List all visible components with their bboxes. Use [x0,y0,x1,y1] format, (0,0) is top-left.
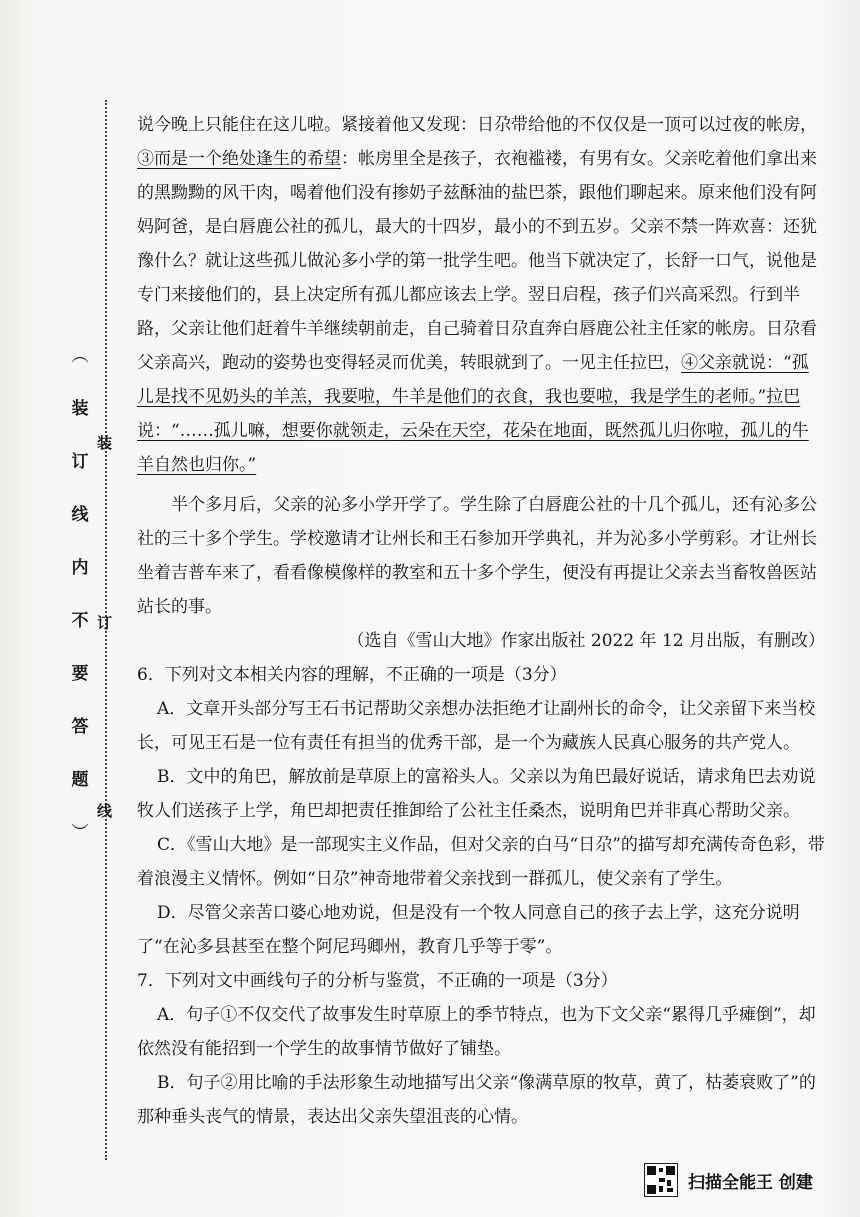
question-6-stem: 6．下列对文本相关内容的理解，不正确的一项是（3分） [137,665,567,685]
margin-char: 装 [71,399,89,419]
margin-char: 答 [71,717,89,737]
margin-paren-close: ︶ [71,823,89,843]
qr-code-icon [644,1163,678,1197]
question-7-option-b: B．句子②用比喻的手法形象生动地描写出父亲“像满草原的牧草，黄了，枯萎衰败了”的那种垂头丧气的情景，表达出父亲失望沮丧的心情。 [137,1073,816,1127]
margin-paren-open: ︵ [71,346,89,366]
exam-content [137,108,825,1134]
underlined-sentence-4: ④父亲就说：“孤儿是找不见奶头的羊羔，我要啦，牛羊是他们的衣食，我也要啦，我是学生的老师。”拉巴说：“……孤儿嘛，想要你就领走，云朵在天空，花朵在地面，既然孤儿归你啦，孤儿的牛羊自然也归你。” [137,353,809,475]
side-mark: 线 [97,802,113,820]
question-7-option-a: A．句子①不仅交代了故事发生时草原上的季节特点，也为下文父亲“累得几乎瘫倒”，却依然没有能招到一个学生的故事情节做好了铺垫。 [137,1005,816,1059]
passage-paragraph: 半个多月后，父亲的沁多小学开学了。学生除了白唇鹿公社的十几个孤儿，还有沁多公社的三十多个学生。学校邀请才让州长和王石参加开学典礼，并为沁多小学剪彩。才让州长坐着吉普车来了，看看像模像样的教室和五十多个学生，便没有再提让父亲去当畜牧兽医站站长的事。 [137,495,817,617]
margin-char: 要 [71,664,89,684]
scanner-brand-label: 扫描全能王 创建 [688,1172,813,1193]
margin-char: 不 [71,611,89,631]
binding-margin-notice [68,348,92,878]
side-mark: 订 [97,614,113,632]
margin-char: 线 [71,505,89,525]
passage-text: ：帐房里全是孩子，衣袍褴褛，有男有女。父亲吃着他们拿出来的黑黝黝的风干肉，喝着他们没有掺奶子兹酥油的盐巴茶，跟他们聊起来。原来他们没有阿妈阿爸，是白唇鹿公社的孤儿，最大的十四岁，最小的不到五岁。父亲不禁一阵欢喜：还犹豫什么？就让这些孤儿做沁多小学的第一批学生吧。他当下就决定了，长舒一口气，说他是专门来接他们的，县上决定所有孤儿都应该去上学。翌日启程，孩子们兴高采烈。行到半路，父亲让他们赶着牛羊继续朝前走，自己骑着日尕直奔白唇鹿公社主任家的帐房。日尕看父亲高兴，跑动的姿势也变得轻灵而优美，转眼就到了。一见主任拉巴， [137,149,817,373]
margin-char: 订 [71,452,89,472]
margin-char: 内 [71,558,89,578]
question-6-option-c: C．《雪山大地》是一部现实主义作品，但对父亲的白马“日尕”的描写却充满传奇色彩，带着浪漫主义情怀。例如“日尕”神奇地带着父亲找到一群孤儿，使父亲有了学生。 [137,835,825,889]
side-mark: 装 [97,434,113,452]
question-7-stem: 7．下列对文中画线句子的分析与鉴赏，不正确的一项是（3分） [137,971,618,991]
margin-char: 题 [71,770,89,790]
question-6-option-d: D．尽管父亲苦口婆心地劝说，但是没有一个牧人同意自己的孩子去上学，这充分说明了“在沁多县甚至在整个阿尼玛卿州，教育几乎等于零”。 [137,903,800,957]
question-6-option-b: B．文中的角巴，解放前是草原上的富裕头人。父亲以为角巴最好说话，请求角巴去劝说牧人们送孩子上学，角巴却把责任推卸给了公社主任桑杰，说明角巴并非真心帮助父亲。 [137,767,816,821]
underlined-sentence-3: ③而是一个绝处逢生的希望 [137,149,341,169]
question-6-option-a: A．文章开头部分写王石书记帮助父亲想办法拒绝才让副州长的命令，让父亲留下来当校长，可见王石是一位有责任有担当的优秀干部，是一个为藏族人民真心服务的共产党人。 [137,699,816,753]
passage-text: 说今晚上只能住在这儿啦。紧接着他又发现：日尕带给他的不仅仅是一顶可以过夜的帐房， [137,115,817,135]
passage-source: （选自《雪山大地》作家出版社 2022 年 12 月出版，有删改） [347,631,825,651]
passage-paragraph [137,108,825,482]
scanner-watermark [644,1160,813,1200]
